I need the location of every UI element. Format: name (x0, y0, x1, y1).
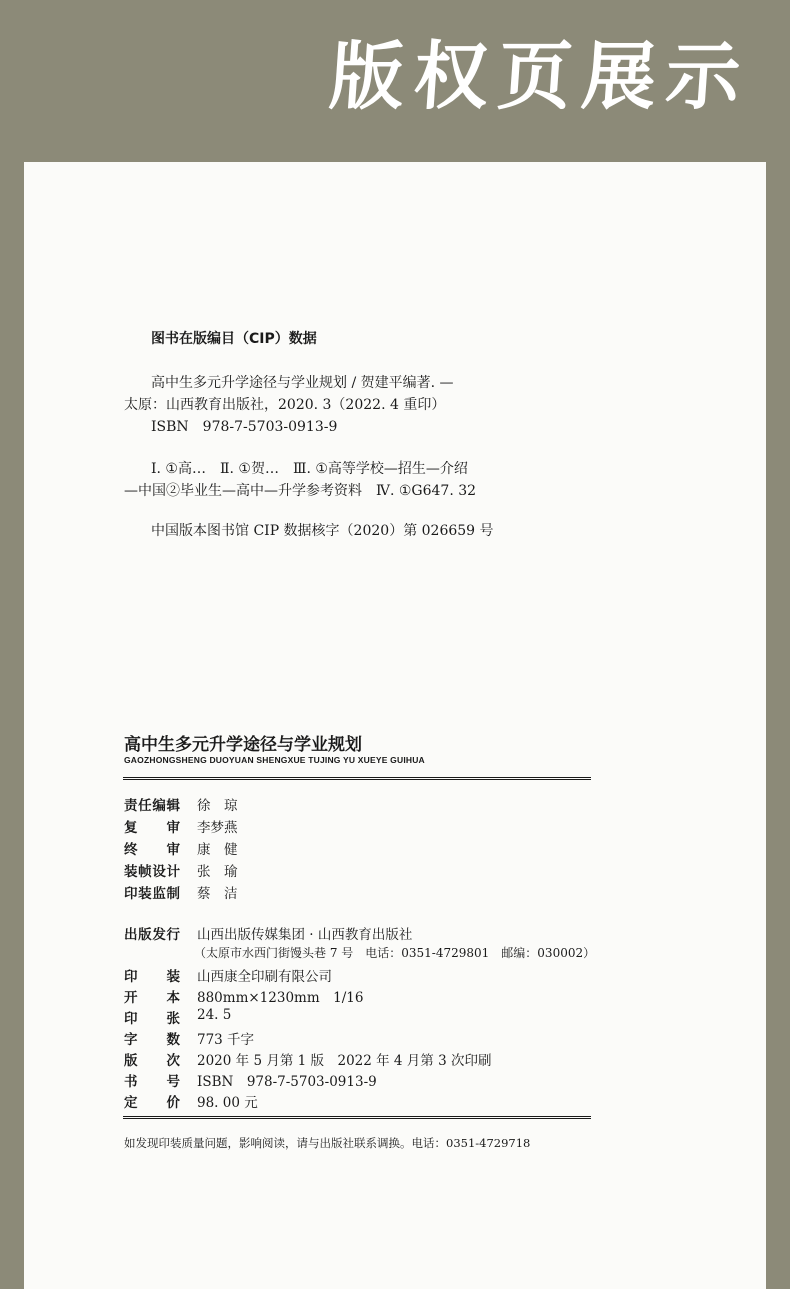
publishing-label: 印 装 (124, 969, 180, 985)
publishing-label: 书 号 (124, 1074, 180, 1090)
cip-line: 太原：山西教育出版社，2020. 3（2022. 4 重印） (124, 397, 446, 413)
banner-title: 版权页展示 (326, 34, 754, 120)
publishing-value: 880mm×1230mm 1/16 (197, 990, 364, 1006)
publishing-label: 版 次 (124, 1053, 180, 1069)
copyright-page (24, 162, 766, 1289)
cip-line: 高中生多元升学途径与学业规划 / 贺建平编著. — (151, 375, 454, 391)
staff-value: 徐 琼 (197, 798, 238, 814)
staff-label: 印装监制 (124, 886, 180, 902)
publishing-value: ISBN 978-7-5703-0913-9 (197, 1074, 377, 1090)
publishing-value: 24. 5 (197, 1007, 232, 1023)
publishing-label: 开 本 (124, 990, 180, 1006)
publishing-label: 印 张 (124, 1011, 180, 1027)
publishing-label: 定 价 (124, 1095, 180, 1111)
staff-label: 复 审 (124, 820, 180, 836)
publishing-value: 山西出版传媒集团 · 山西教育出版社 (197, 927, 413, 943)
publishing-value: 山西康全印刷有限公司 (197, 969, 332, 985)
publishing-address: （太原市水西门街馒头巷 7 号 电话：0351-4729801 邮编：030002） (194, 946, 596, 960)
staff-value: 张 瑜 (197, 864, 238, 880)
cip-line: ISBN 978-7-5703-0913-9 (151, 419, 338, 435)
cip-line: Ⅰ. ①高… Ⅱ. ①贺… Ⅲ. ①高等学校—招生—介绍 (151, 461, 468, 477)
book-title: 高中生多元升学途径与学业规划 (124, 735, 362, 755)
cip-line: 中国版本图书馆 CIP 数据核字（2020）第 026659 号 (151, 523, 494, 539)
staff-value: 康 健 (197, 842, 238, 858)
staff-value: 蔡 洁 (197, 886, 238, 902)
book-title-pinyin: GAOZHONGSHENG DUOYUAN SHENGXUE TUJING YU XUEYE GUIHUA (124, 755, 425, 765)
cip-line: —中国②毕业生—高中—升学参考资料 Ⅳ. ①G647. 32 (124, 483, 477, 499)
publishing-value: 773 千字 (197, 1032, 255, 1048)
divider-bottom (123, 1116, 591, 1119)
publishing-value: 2020 年 5 月第 1 版 2022 年 4 月第 3 次印刷 (197, 1053, 492, 1069)
quality-notice: 如发现印装质量问题，影响阅读，请与出版社联系调换。电话：0351-4729718 (124, 1136, 531, 1150)
publishing-value: 98. 00 元 (197, 1095, 258, 1111)
staff-label: 装帧设计 (124, 864, 180, 880)
staff-label: 终 审 (124, 842, 180, 858)
publishing-label: 出版发行 (124, 927, 180, 943)
staff-label: 责任编辑 (124, 798, 180, 814)
cip-heading: 图书在版编目（CIP）数据 (151, 331, 317, 347)
divider-top (123, 777, 591, 780)
staff-value: 李梦燕 (197, 820, 238, 836)
publishing-label: 字 数 (124, 1032, 180, 1048)
